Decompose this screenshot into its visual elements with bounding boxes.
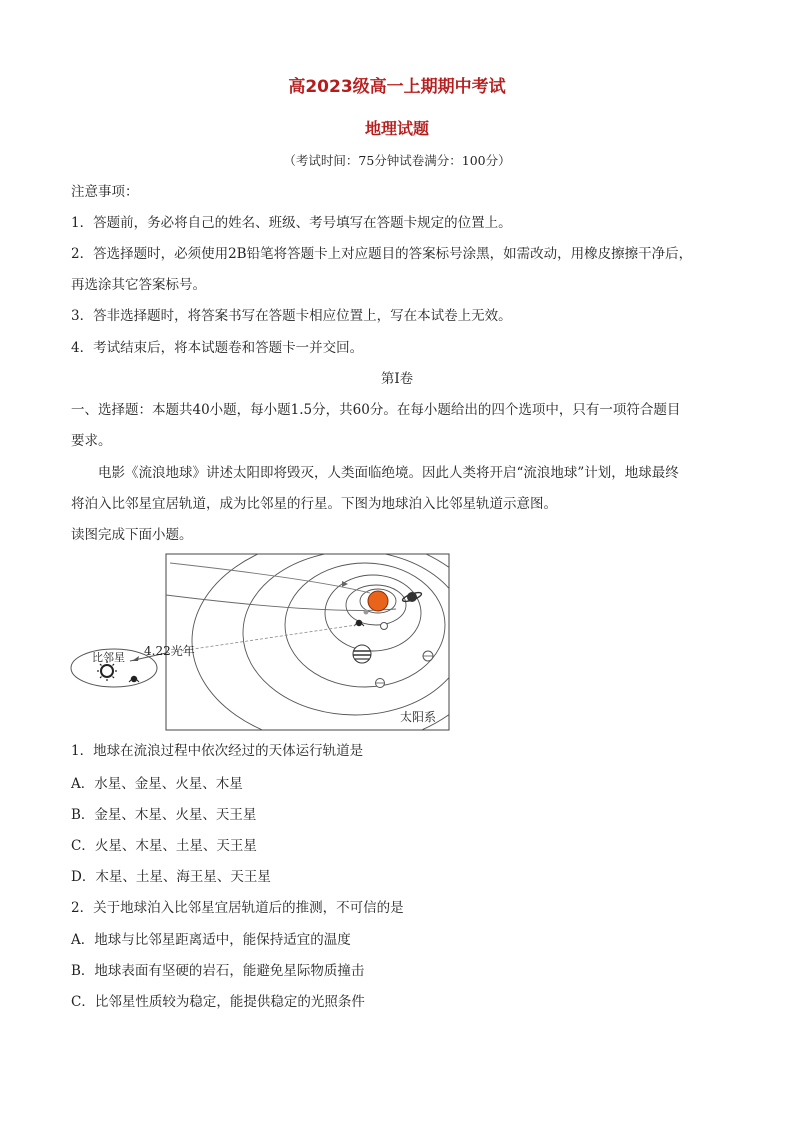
subject-title: 地理试题 xyxy=(364,119,429,138)
solar-system-panel xyxy=(166,553,450,731)
passage-text: 将泊入比邻星宜居轨道，成为比邻星的行星。下图为地球泊入比邻星轨道示意图。 xyxy=(71,496,557,512)
question-option: A．地球与比邻星距离适中，能保持适宜的温度 xyxy=(71,932,351,948)
proxima-star-icon xyxy=(97,661,117,681)
exam-info: （考试时间：75分钟试卷满分：100分） xyxy=(283,153,511,168)
volume-heading: 第Ⅰ卷 xyxy=(380,371,414,387)
question-stem: 1．地球在流浪过程中依次经过的天体运行轨道是 xyxy=(71,743,364,759)
earth-icon xyxy=(129,676,139,682)
distance-label: 4.22光年 xyxy=(144,644,195,658)
question-option: D．木星、土星、海王星、天王星 xyxy=(71,869,271,885)
note-item: 1．答题前，务必将自己的姓名、班级、考号填写在答题卡规定的位置上。 xyxy=(71,215,512,231)
question-stem: 2．关于地球泊入比邻星宜居轨道后的推测，不可信的是 xyxy=(71,900,404,916)
note-item: 4．考试结束后，将本试题卷和答题卡一并交回。 xyxy=(71,340,364,356)
sun-icon xyxy=(368,591,388,611)
question-option: C．火星、木星、土星、天王星 xyxy=(71,838,257,854)
proxima-label: 比邻星 xyxy=(92,651,125,664)
passage-text: 读图完成下面小题。 xyxy=(71,527,193,543)
note-item: 3．答非选择题时，将答案书写在答题卡相应位置上，写在本试卷上无效。 xyxy=(71,308,512,324)
exam-title: 高2023级高一上期期中考试 xyxy=(288,77,506,97)
planet-icon xyxy=(364,610,369,615)
question-option: B．地球表面有坚硬的岩石，能避免星际物质撞击 xyxy=(71,963,365,979)
note-item: 2．答选择题时，必须使用2B铅笔将答题卡上对应题目的答案标号涂黑，如需改动，用橡皮擦擦干净后， xyxy=(71,246,693,262)
jupiter-icon xyxy=(353,645,371,663)
question-option: B．金星、木星、火星、天王星 xyxy=(71,807,257,823)
question-option: C．比邻星性质较为稳定，能提供稳定的光照条件 xyxy=(71,994,365,1010)
planet-icon xyxy=(376,679,385,688)
planet-icon xyxy=(423,651,433,661)
question-option: A．水星、金星、火星、木星 xyxy=(71,776,243,792)
section-instruction: 要求。 xyxy=(71,433,112,449)
passage-text: 电影《流浪地球》讲述太阳即将毁灭，人类面临绝境。因此人类将开启“流浪地球”计划，地球最终 xyxy=(98,465,679,481)
note-item: 再选涂其它答案标号。 xyxy=(71,277,206,293)
section-instruction: 一、选择题：本题共40小题，每小题1.5分，共60分。在每小题给出的四个选项中，只有一项符合题目 xyxy=(71,402,681,418)
planet-icon xyxy=(381,623,388,630)
notes-heading: 注意事项： xyxy=(71,184,139,200)
solar-system-label: 太阳系 xyxy=(400,710,437,724)
proxima-orbit-figure xyxy=(70,553,450,731)
